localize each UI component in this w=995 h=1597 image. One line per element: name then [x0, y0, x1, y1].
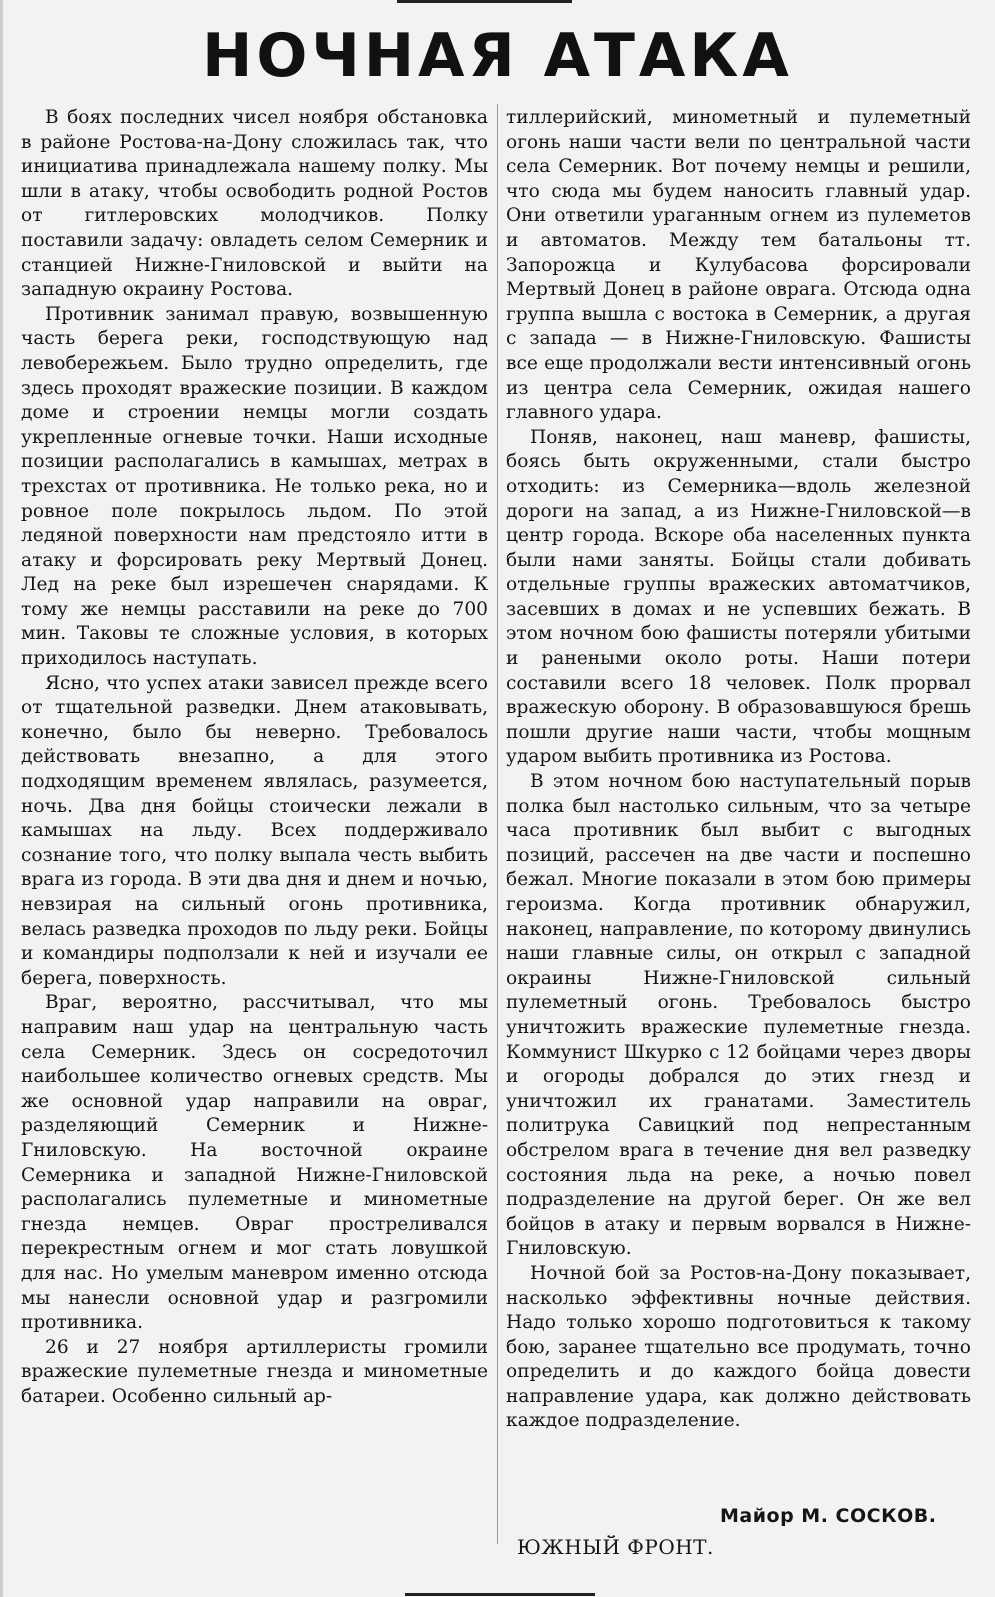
article-paragraph: В боях последних чисел ноября обстановка в районе Ростова-на-Дону сложилась так, что инициатива принадлежала нашему полку. Мы шли в атаку, чтобы освободить родной Ростов от гитлеровских молодчиков. Полку поставили задачу: овладеть селом Семерник и станцией Нижне-Гниловской и выйти на западную окраину Ростова.: [21, 107, 488, 301]
page-edge-rule: [0, 0, 3, 1597]
article-paragraph: Ночной бой за Ростов-на-Дону показывает, насколько эффективны ночные действия. Надо только хорошо подготовиться к такому бою, заранее тщательно все продумать, точно определить и до каждого бойца довести направление удара, как должно действовать каждое подразделение.: [506, 1262, 971, 1432]
article-paragraph-continued: тиллерийский, минометный и пулеметный огонь наши части вели по центральной части села Семерник. Вот почему немцы и решили, что сюда мы будем наносить главный удар. Они ответили ураганным огнем из пулеметов и автоматов. Между тем батальоны тт. Запорожца и Кулубасова форсировали Мертвый Донец в районе оврага. Отсюда одна группа вышла с востока в Семерник, а другая с запада — в Нижне-Гниловскую. Фашисты все еще продолжали вести интенсивный огонь из центра села Семерник, ожидая нашего главного удара.: [506, 107, 971, 424]
column-divider: [497, 104, 498, 1544]
article-paragraph: Поняв, наконец, наш маневр, фашисты, боясь быть окруженными, стали быстро отходить: из Семерника—вдоль железной дороги на запад, а из Нижне-Гниловской—в центр города. Вскоре оба населенных пункта были нами заняты. Бойцы стали добивать отдельные группы вражеских автоматчиков, засевших в домах и не успевших бежать. В этом ночном бою фашисты потеряли убитыми и ранеными около роты. Наши потери составили всего 18 человек. Полк прорвал вражескую оборону. В образовавшуюся брешь пошли другие наши части, чтобы мощным ударом выбить противника из Ростова.: [506, 426, 971, 768]
article-paragraph: В этом ночном бою наступательный порыв полка был настолько сильным, что за четыре часа противник был выбит с выгодных позиций, рассечен на две части и поспешно бежал. Многие показали в этом бою примеры героизма. Когда противник обнаружил, наконец, направление, по которому двинулись наши главные силы, он открыл с западной окраины Нижне-Гниловской сильный пулеметный огонь. Требовалось быстро уничтожить вражеские пулеметные гнезда. Коммунист Шкурко с 12 бойцами через дворы и огороды добрался до этих гнезд и уничтожил их гранатами. Заместитель политрука Савицкий под непрестанным обстрелом врага в течение дня вел разведку состояния льда на реке, а ночью повел подразделение на другой берег. Он же вел бойцов в атаку и первым ворвался в Нижне-Гниловскую.: [506, 771, 971, 1260]
article-left-column: [21, 106, 488, 1409]
article-right-column: [506, 106, 971, 1434]
article-paragraph: 26 и 27 ноября артиллеристы громили вражеские пулеметные гнезда и минометные батареи. Особенно сильный ар-: [21, 1336, 488, 1407]
top-rule: [397, 0, 572, 3]
bottom-rule: [405, 1593, 595, 1596]
author-signature: Майор М. СОСКОВ.: [720, 1505, 937, 1527]
dateline: ЮЖНЫЙ ФРОНТ.: [517, 1535, 714, 1559]
article-headline: НОЧНАЯ АТАКА: [202, 21, 793, 91]
article-paragraph: Противник занимал правую, возвышенную часть берега реки, господствующую над левобережьем. Было трудно определить, где здесь проходят вражеские позиции. В каждом доме и строении немцы могли создать укрепленные огневые точки. Наши исходные позиции располагались в камышах, метрах в трехстах от противника. Не только река, но и ровное поле покрылось льдом. По этой ледяной поверхности нам предстояло итти в атаку и форсировать реку Мертвый Донец. Лед на реке был изрешечен снарядами. К тому же немцы расставили на реке до 700 мин. Таковы те сложные условия, в которых приходилось наступать.: [21, 303, 488, 670]
article-paragraph: Враг, вероятно, рассчитывал, что мы направим наш удар на центральную часть села Семерник. Здесь он сосредоточил наибольшее количество огневых средств. Мы же основной удар направили на овраг, разделяющий Семерник и Нижне-Гниловскую. На восточной окраине Семерника и западной Нижне-Гниловской располагались пулеметные и минометные гнезда немцев. Овраг простреливался перекрестным огнем и мог стать ловушкой для нас. Но умелым маневром именно отсюда мы нанесли основной удар и разгромили противника.: [21, 992, 488, 1334]
article-paragraph: Ясно, что успех атаки зависел прежде всего от тщательной разведки. Днем атаковывать, конечно, было бы неверно. Требовалось действовать внезапно, а для этого подходящим временем являлась, разумеется, ночь. Два дня бойцы стоически лежали в камышах на льду. Всех поддерживало сознание того, что полку выпала честь выбить врага из города. В эти два дня и днем и ночью, невзирая на сильный огонь противника, велась разведка проходов по льду реки. Бойцы и командиры подползали к ней и изучали ее берега, поверхность.: [21, 672, 488, 989]
